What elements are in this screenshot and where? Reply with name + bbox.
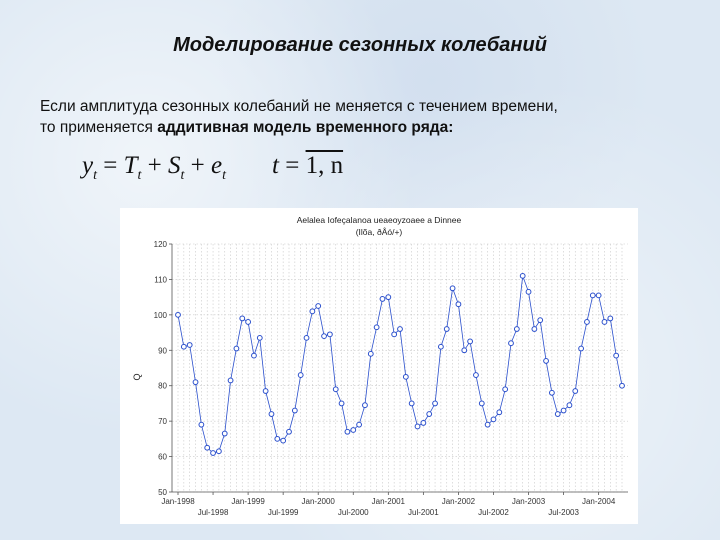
intro-line-2 (40, 117, 690, 138)
y-tick-label: 120 (153, 240, 167, 249)
y-tick-label: 80 (158, 381, 167, 391)
data-point (579, 346, 584, 351)
data-point (409, 401, 414, 406)
data-point (514, 327, 519, 332)
formula-seasonal: S (168, 152, 181, 179)
additive-model-formula (82, 152, 226, 184)
formula-error-sub: t (222, 168, 227, 183)
data-point (263, 389, 268, 394)
x-tick-label-jan: Jan-2000 (301, 497, 335, 506)
chart-subtitle: (Ilõa, ðÅó/+) (355, 227, 403, 237)
x-tick-label-jan: Jan-2001 (371, 497, 405, 506)
x-tick-label-jul: Jul-2001 (408, 508, 439, 517)
x-tick-label-jan: Jan-2003 (511, 497, 546, 506)
data-point (211, 451, 216, 456)
data-point (357, 422, 362, 427)
data-point (602, 320, 607, 325)
x-tick-label-jan: Jan-2002 (441, 497, 476, 506)
formula-lhs-sub: t (93, 168, 97, 183)
data-point (199, 422, 204, 427)
data-point (497, 410, 502, 415)
x-tick-label-jan: Jan-2004 (581, 497, 616, 506)
data-point (438, 344, 443, 349)
data-point (281, 438, 286, 443)
data-point (614, 353, 619, 358)
data-point (240, 316, 245, 321)
data-point (363, 403, 368, 408)
data-point (544, 359, 549, 364)
data-point (427, 412, 432, 417)
data-point (275, 436, 280, 441)
data-point (450, 286, 455, 291)
data-point (374, 325, 379, 330)
data-point (561, 408, 566, 413)
data-point (287, 429, 292, 434)
data-point (585, 320, 590, 325)
y-tick-label: 110 (154, 275, 167, 285)
data-point (590, 293, 595, 298)
data-point (520, 273, 525, 278)
data-point (333, 387, 338, 392)
formula-plus-1: + (141, 152, 169, 179)
chart-title: Aelalea Iofeçalanoa ueaeoyzoaee a Dinnee (296, 215, 462, 225)
data-point (310, 309, 315, 314)
formula-error: e (211, 152, 223, 179)
slide-title: Моделирование сезонных колебаний (173, 34, 547, 56)
data-point (415, 424, 420, 429)
data-point (392, 332, 397, 337)
data-point (398, 327, 403, 332)
data-point (485, 422, 490, 427)
index-range-formula (272, 152, 343, 180)
data-point (216, 449, 221, 454)
data-point (304, 335, 309, 340)
x-tick-label-jul: Jul-2000 (337, 508, 369, 517)
intro-line-1: Если амплитуда сезонных колебаний не меняется с течением времени, (40, 98, 558, 115)
data-point (462, 348, 467, 353)
data-point (351, 428, 356, 433)
data-point (549, 390, 554, 395)
data-point (491, 417, 496, 422)
data-point (246, 320, 251, 325)
data-point (316, 304, 321, 309)
data-point (322, 334, 327, 339)
y-tick-label: 70 (158, 417, 167, 427)
data-point (526, 289, 531, 294)
data-point (421, 421, 426, 426)
data-point (620, 383, 625, 388)
formula-trend: T (123, 152, 138, 179)
intro-text (40, 96, 690, 138)
x-tick-label-jul: Jul-2002 (478, 508, 509, 517)
seasonal-chart (120, 208, 638, 524)
data-point (176, 312, 181, 317)
x-tick-label-jan: Jan-1998 (161, 497, 195, 506)
intro-line-2-prefix: то применяется (40, 119, 158, 136)
data-point (269, 412, 274, 417)
data-point (380, 297, 385, 302)
formula-eq: = (97, 152, 124, 179)
y-tick-label: 50 (158, 488, 167, 497)
data-point (345, 429, 350, 434)
formula-lhs: y (82, 152, 94, 179)
data-point (368, 351, 373, 356)
data-point (257, 335, 262, 340)
chart-container (120, 208, 638, 524)
data-point (193, 380, 198, 385)
data-point (573, 389, 578, 394)
index-range: 1, n (305, 152, 344, 179)
index-eq: = (278, 152, 306, 179)
data-point (403, 374, 408, 379)
data-point (181, 344, 186, 349)
data-point (444, 327, 449, 332)
data-point (468, 339, 473, 344)
x-tick-label-jul: Jul-2003 (548, 508, 579, 517)
data-point (532, 327, 537, 332)
data-point (386, 295, 391, 300)
data-point (608, 316, 613, 321)
data-point (596, 293, 601, 298)
data-point (509, 341, 514, 346)
data-point (339, 401, 344, 406)
formula-plus-2: + (184, 152, 212, 179)
y-tick-label: 60 (158, 452, 167, 462)
data-point (228, 378, 233, 383)
x-tick-label-jul: Jul-1998 (197, 508, 229, 517)
y-axis-label: Q (132, 373, 142, 381)
data-point (205, 445, 210, 450)
data-point (567, 403, 572, 408)
y-tick-label: 100 (153, 310, 167, 320)
data-point (479, 401, 484, 406)
index-var: t (272, 152, 279, 179)
data-point (433, 401, 438, 406)
formula-seasonal-sub: t (180, 168, 185, 183)
data-point (222, 431, 227, 436)
y-tick-label: 90 (158, 346, 167, 356)
data-point (187, 343, 192, 348)
data-point (252, 353, 257, 358)
x-tick-label-jan: Jan-1999 (231, 497, 265, 506)
grid-layer (172, 244, 628, 492)
data-point (555, 412, 560, 417)
data-point (292, 408, 297, 413)
data-point (456, 302, 461, 307)
x-tick-label-jul: Jul-1999 (267, 508, 299, 517)
data-point (298, 373, 303, 378)
intro-line-2-bold: аддитивная модель временного ряда: (157, 119, 454, 136)
data-point (538, 318, 543, 323)
data-point (327, 332, 332, 337)
data-point (474, 373, 479, 378)
formula-trend-sub: t (137, 168, 142, 183)
data-point (503, 387, 508, 392)
data-point (234, 346, 239, 351)
